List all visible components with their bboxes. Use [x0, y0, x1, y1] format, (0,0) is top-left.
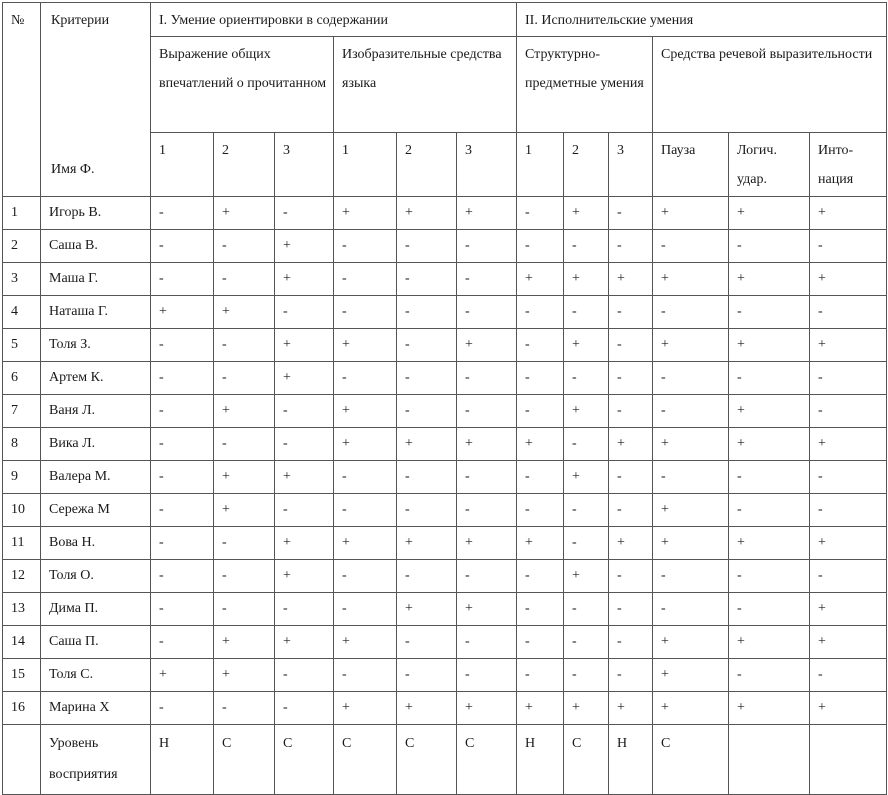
- student-row: [3, 494, 887, 527]
- score-cell: -: [810, 659, 887, 692]
- score-cell: -: [564, 593, 609, 626]
- student-row: [3, 626, 887, 659]
- section-1-header: I. Умение ориентировки в содержании: [151, 3, 517, 37]
- student-name: Дима П.: [41, 593, 151, 626]
- score-cell: -: [653, 560, 729, 593]
- score-cell: -: [151, 692, 214, 725]
- score-cell: +: [564, 329, 609, 362]
- score-cell: +: [214, 395, 275, 428]
- score-cell: +: [564, 197, 609, 230]
- row-number: 15: [3, 659, 41, 692]
- score-cell: -: [275, 296, 334, 329]
- score-cell: -: [397, 230, 457, 263]
- score-cell: -: [334, 593, 397, 626]
- student-name: Валера М.: [41, 461, 151, 494]
- column-header: 2: [397, 133, 457, 197]
- score-cell: -: [151, 461, 214, 494]
- score-cell: +: [564, 461, 609, 494]
- score-cell: -: [275, 659, 334, 692]
- score-cell: -: [334, 461, 397, 494]
- score-cell: -: [151, 494, 214, 527]
- score-cell: +: [457, 527, 517, 560]
- score-cell: -: [334, 362, 397, 395]
- score-cell: -: [653, 593, 729, 626]
- score-cell: -: [810, 296, 887, 329]
- student-row: [3, 197, 887, 230]
- student-row: [3, 230, 887, 263]
- student-row: [3, 263, 887, 296]
- score-cell: -: [810, 461, 887, 494]
- score-cell: +: [653, 692, 729, 725]
- score-cell: +: [609, 428, 653, 461]
- score-cell: -: [609, 560, 653, 593]
- student-row: [3, 329, 887, 362]
- student-row: [3, 461, 887, 494]
- student-name: Толя О.: [41, 560, 151, 593]
- score-cell: -: [564, 626, 609, 659]
- score-cell: +: [564, 395, 609, 428]
- level-label: Уровень восприятия: [41, 725, 151, 795]
- student-row: [3, 692, 887, 725]
- score-cell: -: [609, 296, 653, 329]
- student-row: [3, 362, 887, 395]
- score-cell: -: [214, 527, 275, 560]
- score-cell: +: [564, 263, 609, 296]
- score-cell: +: [653, 197, 729, 230]
- level-cell: С: [214, 725, 275, 795]
- score-cell: +: [729, 527, 810, 560]
- student-name: Толя З.: [41, 329, 151, 362]
- column-header: 1: [517, 133, 564, 197]
- score-cell: -: [275, 593, 334, 626]
- score-cell: -: [397, 296, 457, 329]
- score-cell: -: [517, 461, 564, 494]
- student-name: Вова Н.: [41, 527, 151, 560]
- score-cell: -: [151, 395, 214, 428]
- score-cell: +: [810, 593, 887, 626]
- score-cell: +: [517, 428, 564, 461]
- score-cell: +: [397, 692, 457, 725]
- score-cell: +: [457, 593, 517, 626]
- row-number: 11: [3, 527, 41, 560]
- score-cell: -: [334, 659, 397, 692]
- score-cell: +: [275, 527, 334, 560]
- score-cell: +: [275, 263, 334, 296]
- student-name: Игорь В.: [41, 197, 151, 230]
- score-cell: -: [457, 461, 517, 494]
- score-cell: +: [729, 428, 810, 461]
- subgroup-speech-expressiveness: Средства речевой выразительности: [653, 37, 887, 133]
- score-cell: +: [609, 527, 653, 560]
- row-number: 6: [3, 362, 41, 395]
- level-number-cell: [3, 725, 41, 795]
- level-cell: [810, 725, 887, 795]
- score-cell: +: [334, 626, 397, 659]
- level-cell: Н: [151, 725, 214, 795]
- score-cell: +: [275, 230, 334, 263]
- row-number: 7: [3, 395, 41, 428]
- score-cell: +: [334, 428, 397, 461]
- score-cell: -: [397, 395, 457, 428]
- student-name: Вика Л.: [41, 428, 151, 461]
- score-cell: +: [214, 494, 275, 527]
- score-cell: -: [214, 428, 275, 461]
- score-cell: +: [653, 659, 729, 692]
- score-cell: -: [517, 296, 564, 329]
- score-cell: -: [214, 593, 275, 626]
- score-cell: -: [457, 395, 517, 428]
- row-number: 9: [3, 461, 41, 494]
- score-cell: -: [729, 362, 810, 395]
- score-cell: -: [397, 626, 457, 659]
- score-cell: +: [334, 197, 397, 230]
- row-number: 2: [3, 230, 41, 263]
- score-cell: +: [214, 197, 275, 230]
- score-cell: -: [609, 659, 653, 692]
- score-cell: +: [729, 329, 810, 362]
- score-cell: +: [653, 626, 729, 659]
- score-cell: -: [517, 230, 564, 263]
- score-cell: -: [214, 230, 275, 263]
- score-cell: -: [334, 494, 397, 527]
- column-header: 1: [334, 133, 397, 197]
- score-cell: -: [397, 362, 457, 395]
- row-number: 5: [3, 329, 41, 362]
- score-cell: -: [517, 560, 564, 593]
- score-cell: -: [609, 593, 653, 626]
- score-cell: -: [810, 395, 887, 428]
- column-header: 3: [609, 133, 653, 197]
- score-cell: +: [729, 692, 810, 725]
- student-name: Сережа М: [41, 494, 151, 527]
- number-column-header: №: [3, 3, 41, 197]
- score-cell: -: [151, 362, 214, 395]
- level-cell: С: [275, 725, 334, 795]
- score-cell: +: [810, 626, 887, 659]
- score-cell: -: [564, 230, 609, 263]
- score-cell: -: [564, 428, 609, 461]
- score-cell: +: [275, 362, 334, 395]
- row-number: 12: [3, 560, 41, 593]
- score-cell: -: [609, 230, 653, 263]
- score-cell: -: [457, 296, 517, 329]
- level-cell: С: [653, 725, 729, 795]
- score-cell: -: [729, 296, 810, 329]
- score-cell: +: [334, 395, 397, 428]
- level-cell: С: [397, 725, 457, 795]
- score-cell: +: [609, 263, 653, 296]
- column-header: 3: [275, 133, 334, 197]
- score-cell: +: [397, 527, 457, 560]
- score-cell: +: [457, 428, 517, 461]
- score-cell: -: [653, 296, 729, 329]
- column-header: 1: [151, 133, 214, 197]
- level-cell: Н: [609, 725, 653, 795]
- level-cell: С: [334, 725, 397, 795]
- score-cell: +: [151, 659, 214, 692]
- score-cell: +: [275, 560, 334, 593]
- score-cell: -: [609, 362, 653, 395]
- score-cell: -: [457, 263, 517, 296]
- score-cell: -: [397, 560, 457, 593]
- score-cell: -: [729, 494, 810, 527]
- score-cell: +: [334, 692, 397, 725]
- score-cell: -: [729, 560, 810, 593]
- score-cell: -: [151, 527, 214, 560]
- student-row: [3, 395, 887, 428]
- student-row: [3, 659, 887, 692]
- score-cell: +: [810, 527, 887, 560]
- score-cell: -: [151, 263, 214, 296]
- score-cell: -: [810, 230, 887, 263]
- score-cell: -: [729, 461, 810, 494]
- student-name: Марина Х: [41, 692, 151, 725]
- score-cell: +: [214, 461, 275, 494]
- score-cell: -: [564, 527, 609, 560]
- score-cell: +: [653, 428, 729, 461]
- score-cell: -: [517, 362, 564, 395]
- score-cell: -: [151, 560, 214, 593]
- score-cell: -: [653, 461, 729, 494]
- score-cell: -: [214, 263, 275, 296]
- score-cell: -: [457, 362, 517, 395]
- subgroup-language-means: Изобразительные средства языка: [334, 37, 517, 133]
- name-label: Имя Ф.: [51, 162, 95, 177]
- score-cell: +: [810, 197, 887, 230]
- student-row: [3, 296, 887, 329]
- score-cell: -: [653, 230, 729, 263]
- row-number: 14: [3, 626, 41, 659]
- score-cell: +: [653, 329, 729, 362]
- score-cell: +: [457, 197, 517, 230]
- score-cell: -: [517, 197, 564, 230]
- score-cell: +: [564, 692, 609, 725]
- column-header-pause: Пауза: [653, 133, 729, 197]
- score-cell: -: [151, 230, 214, 263]
- score-cell: +: [810, 329, 887, 362]
- score-cell: -: [609, 329, 653, 362]
- score-cell: -: [275, 494, 334, 527]
- score-cell: -: [275, 395, 334, 428]
- score-cell: -: [564, 362, 609, 395]
- score-cell: -: [810, 494, 887, 527]
- score-cell: -: [729, 230, 810, 263]
- score-cell: -: [653, 362, 729, 395]
- student-row: [3, 428, 887, 461]
- score-cell: +: [151, 296, 214, 329]
- score-cell: -: [275, 428, 334, 461]
- score-cell: +: [653, 494, 729, 527]
- score-cell: -: [609, 395, 653, 428]
- table-body: [3, 197, 887, 725]
- row-number: 3: [3, 263, 41, 296]
- row-number: 10: [3, 494, 41, 527]
- criteria-label: Критерии: [51, 13, 110, 28]
- score-cell: +: [517, 692, 564, 725]
- score-cell: -: [517, 395, 564, 428]
- section-2-header: II. Исполнительские умения: [517, 3, 887, 37]
- score-cell: -: [457, 230, 517, 263]
- column-header: 2: [214, 133, 275, 197]
- score-cell: -: [457, 626, 517, 659]
- score-cell: +: [397, 593, 457, 626]
- level-cell: С: [457, 725, 517, 795]
- level-cell: С: [564, 725, 609, 795]
- score-cell: +: [214, 296, 275, 329]
- row-number: 13: [3, 593, 41, 626]
- student-row: [3, 527, 887, 560]
- score-cell: -: [517, 593, 564, 626]
- score-cell: -: [564, 494, 609, 527]
- score-cell: -: [275, 197, 334, 230]
- score-cell: -: [334, 263, 397, 296]
- score-cell: +: [653, 263, 729, 296]
- perception-criteria-table: [2, 2, 887, 795]
- score-cell: -: [214, 692, 275, 725]
- score-cell: +: [517, 527, 564, 560]
- level-row: [3, 725, 887, 795]
- score-cell: -: [517, 626, 564, 659]
- column-header: 3: [457, 133, 517, 197]
- score-cell: -: [609, 626, 653, 659]
- score-cell: -: [609, 461, 653, 494]
- row-number: 1: [3, 197, 41, 230]
- student-name: Ваня Л.: [41, 395, 151, 428]
- score-cell: -: [810, 362, 887, 395]
- score-cell: +: [214, 659, 275, 692]
- score-cell: -: [151, 593, 214, 626]
- score-cell: -: [214, 362, 275, 395]
- score-cell: -: [564, 659, 609, 692]
- score-cell: -: [609, 494, 653, 527]
- score-cell: +: [457, 329, 517, 362]
- column-header-intonation: Инто-нация: [810, 133, 887, 197]
- column-header-logical-stress: Логич. удар.: [729, 133, 810, 197]
- score-cell: -: [457, 494, 517, 527]
- score-cell: -: [397, 263, 457, 296]
- section-header-row: [3, 3, 887, 37]
- score-cell: -: [517, 494, 564, 527]
- column-header: 2: [564, 133, 609, 197]
- score-cell: +: [214, 626, 275, 659]
- score-cell: -: [275, 692, 334, 725]
- score-cell: -: [214, 329, 275, 362]
- subgroup-structural-skills: Структурно-предметные умения: [517, 37, 653, 133]
- score-cell: +: [397, 197, 457, 230]
- score-cell: -: [810, 560, 887, 593]
- score-cell: +: [609, 692, 653, 725]
- score-cell: -: [609, 197, 653, 230]
- score-cell: +: [810, 692, 887, 725]
- score-cell: -: [151, 329, 214, 362]
- score-cell: -: [517, 659, 564, 692]
- level-cell: Н: [517, 725, 564, 795]
- score-cell: +: [457, 692, 517, 725]
- score-cell: +: [275, 329, 334, 362]
- student-name: Маша Г.: [41, 263, 151, 296]
- score-cell: +: [653, 527, 729, 560]
- student-name: Саша П.: [41, 626, 151, 659]
- criteria-column-header: [41, 3, 151, 197]
- score-cell: -: [151, 428, 214, 461]
- score-cell: +: [729, 197, 810, 230]
- row-number: 8: [3, 428, 41, 461]
- row-number: 4: [3, 296, 41, 329]
- score-cell: -: [457, 659, 517, 692]
- score-cell: -: [334, 296, 397, 329]
- score-cell: -: [334, 560, 397, 593]
- score-cell: +: [517, 263, 564, 296]
- score-cell: +: [334, 527, 397, 560]
- score-cell: +: [810, 263, 887, 296]
- score-cell: +: [334, 329, 397, 362]
- score-cell: -: [214, 560, 275, 593]
- score-cell: +: [275, 461, 334, 494]
- student-name: Толя С.: [41, 659, 151, 692]
- score-cell: -: [397, 659, 457, 692]
- student-row: [3, 593, 887, 626]
- score-cell: -: [151, 197, 214, 230]
- score-cell: -: [457, 560, 517, 593]
- score-cell: -: [334, 230, 397, 263]
- student-name: Саша В.: [41, 230, 151, 263]
- score-cell: -: [653, 395, 729, 428]
- student-name: Наташа Г.: [41, 296, 151, 329]
- score-cell: -: [151, 626, 214, 659]
- row-number: 16: [3, 692, 41, 725]
- score-cell: +: [275, 626, 334, 659]
- score-cell: +: [729, 626, 810, 659]
- score-cell: +: [397, 428, 457, 461]
- student-row: [3, 560, 887, 593]
- subgroup-general-impressions: Выражение общих впечатлений о прочитанном: [151, 37, 334, 133]
- score-cell: -: [397, 494, 457, 527]
- score-cell: -: [729, 659, 810, 692]
- score-cell: -: [729, 593, 810, 626]
- score-cell: -: [517, 329, 564, 362]
- score-cell: -: [564, 296, 609, 329]
- score-cell: +: [729, 263, 810, 296]
- score-cell: -: [397, 461, 457, 494]
- score-cell: -: [397, 329, 457, 362]
- level-cell: [729, 725, 810, 795]
- student-name: Артем К.: [41, 362, 151, 395]
- score-cell: +: [810, 428, 887, 461]
- score-cell: +: [729, 395, 810, 428]
- score-cell: +: [564, 560, 609, 593]
